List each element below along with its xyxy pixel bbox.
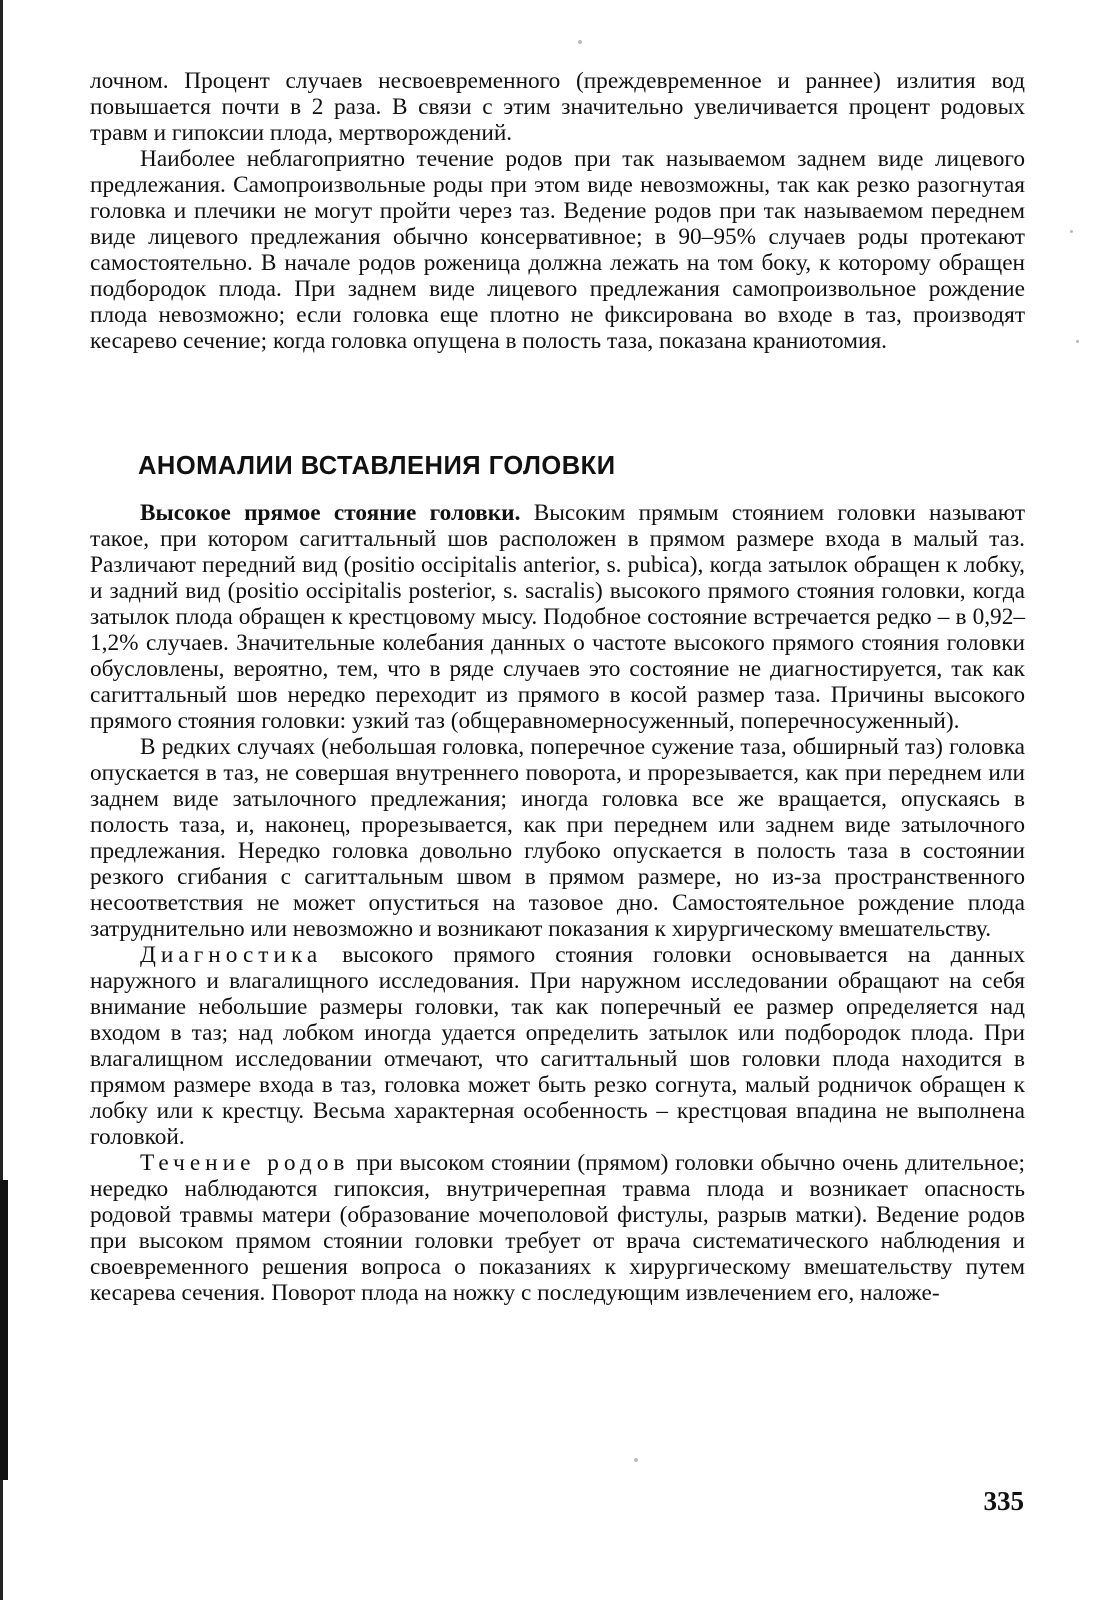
scan-speck (1076, 340, 1079, 343)
paragraph-body: высокого прямого стояния головки основывается на данных наружного и влагалищного исследования. При наружном исследовании обращают на себя внимание небольшие размеры головки, так как поперечный ее размер определяется над входом в таз; над лобком иногда удается определить затылок или подбородок плода. При влагалищном исследовании отмечают, что сагиттальный шов головки плода находится в прямом размере входа в таз, головка может быть резко согнута, малый родничок обращен к лобку или к крестцу. Весьма характерная особенность – крестцовая впадина не выполнена головкой. (90, 942, 1025, 1150)
scan-speck (634, 1458, 638, 1462)
page-edge-shadow (0, 1180, 8, 1480)
paragraph-diagnostics (90, 942, 1025, 1150)
paragraph-lead-spaced: Диагностика (140, 942, 323, 968)
page-number: 335 (983, 1486, 1024, 1516)
paragraph-lead-bold: Высокое прямое стояние головки. (140, 500, 521, 526)
scan-speck (1070, 230, 1073, 233)
paragraph-body: Высоким прямым стоянием головки называют такое, при котором сагиттальный шов расположен в прямом размере входа в малый таз. Различают передний вид (positio occipitalis anterior, s. pubica), когда затылок обращен к лобку, и задний вид (positio occipitalis posterior, s. sacralis) высокого прямого стояния головки, когда затылок плода обращен к крестцовому мысу. Подобное состояние встречается редко – в 0,92–1,2% случаев. Значительные колебания данных о частоте высокого прямого стояния головки обусловлены, вероятно, тем, что в ряде случаев это состояние не диагностируется, так как сагиттальный шов нередко переходит из прямого в косой размер таза. Причины высокого прямого стояния головки: узкий таз (общеравномерносуженный, поперечносуженный). (90, 500, 1025, 734)
paragraph-rare-cases: В редких случаях (небольшая головка, поперечное сужение таза, обширный таз) головка опускается в таз, не совершая внутреннего поворота, и прорезывается, как при переднем или заднем виде затылочного предлежания; иногда головка все же вращается, опускаясь в полость таза, и, наконец, прорезывается, как при переднем или заднем виде затылочного предлежания. Нередко головка довольно глубоко опускается в полость таза в состоянии резкого сгибания с сагиттальным швом в прямом размере, но из-за пространственного несоответствия не может опуститься на тазовое дно. Самостоятельное рождение плода затруднительно или невозможно и возникают показания к хирургическому вмешательству. (90, 734, 1025, 942)
paragraph-body: при высоком стоянии (прямом) головки обычно очень длительное; нередко наблюдаются гипоксия, внутричерепная травма плода и возникает опасность родовой травмы матери (образование мочеполовой фистулы, разрыв матки). Ведение родов при высоком прямом стоянии головки требует от врача систематического наблюдения и своевременного решения вопроса о показаниях к хирургическому вмешательству путем кесарева сечения. Поворот плода на ножку с последующим извлечением его, наложе- (90, 1150, 1026, 1306)
paragraph-labor-course (90, 1150, 1025, 1306)
paragraph-face-presentation: Наиболее неблагоприятно течение родов при так называемом заднем виде лицевого предлежания. Самопроизвольные роды при этом виде невозможны, так как резко разогнутая головка и плечики не могут пройти через таз. Ведение родов при так называемом переднем виде лицевого предлежания обычно консервативное; в 90–95% случаев роды протекают самостоятельно. В начале родов роженица должна лежать на том боку, к которому обращен подбородок плода. При заднем виде лицевого предлежания самопроизвольное рождение плода невозможно; если головка еще плотно не фиксирована во входе в таз, производят кесарево сечение; когда головка опущена в полость таза, показана краниотомия. (90, 146, 1025, 354)
section-heading: АНОМАЛИИ ВСТАВЛЕНИЯ ГОЛОВКИ (138, 452, 616, 480)
section-text (90, 500, 1025, 1306)
paragraph-lead-spaced: Течение родов (140, 1150, 350, 1176)
paragraph-high-direct-standing (90, 500, 1025, 734)
paragraph-continued: лочном. Процент случаев несвоевременного (преждевременное и раннее) излития вод повышается почти в 2 раза. В связи с этим значительно увеличивается процент родовых травм и гипоксии плода, мертворождений. (90, 68, 1025, 146)
scan-speck (578, 40, 582, 44)
top-text (90, 68, 1025, 354)
